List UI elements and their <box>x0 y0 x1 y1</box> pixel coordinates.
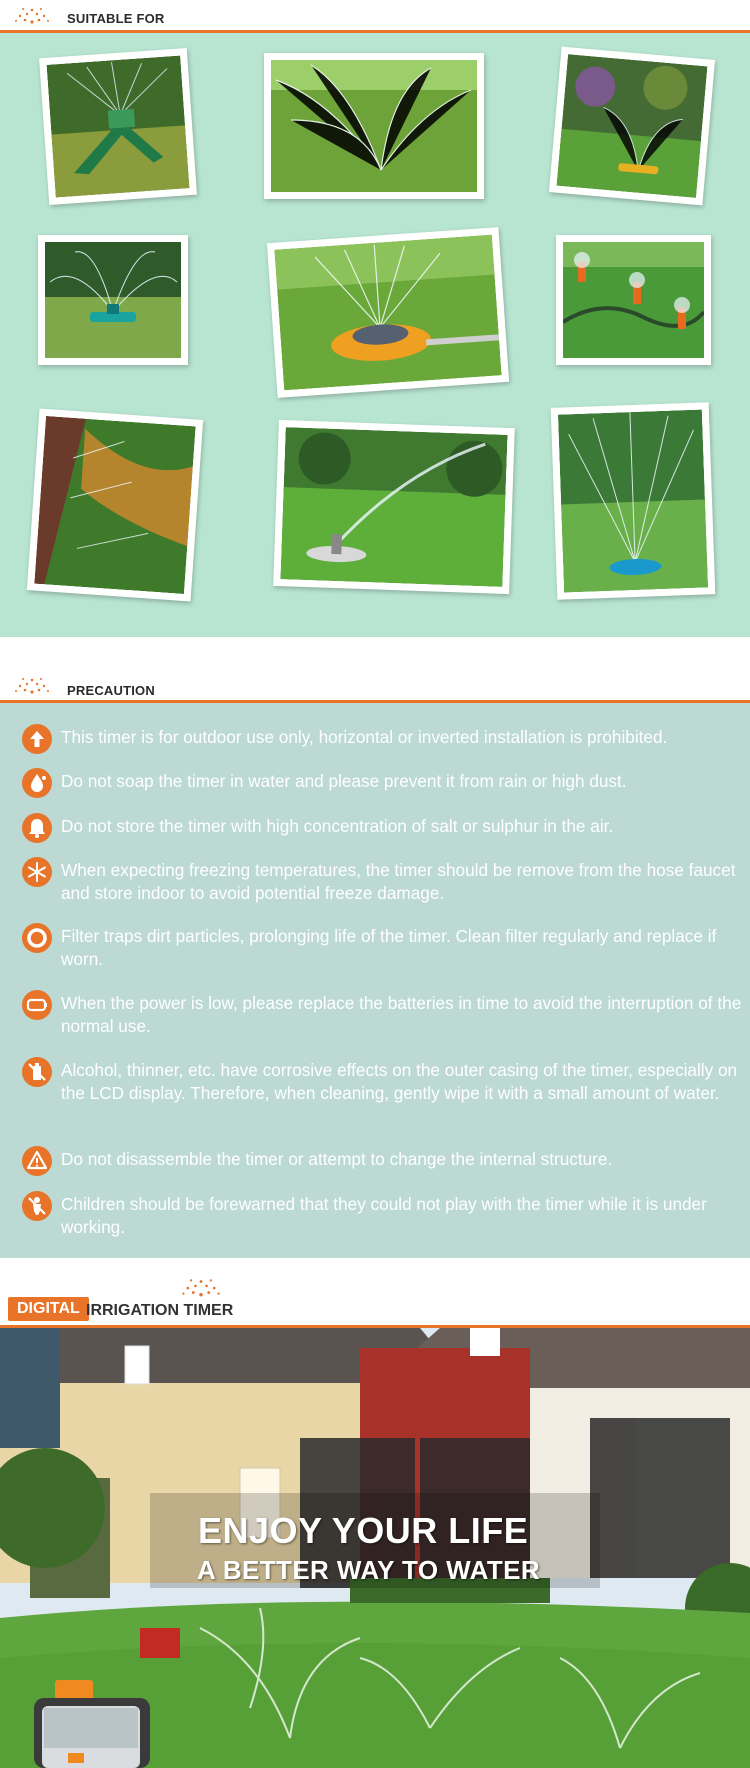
suitable-title: SUITABLE FOR <box>67 11 165 26</box>
slogan-enjoy-life: ENJOY YOUR LIFE <box>198 1510 529 1551</box>
snowflake-icon <box>22 857 52 887</box>
water-drop-icon <box>22 768 52 798</box>
precaution-text: When expecting freezing temperatures, the timer should be remove from the hose faucet and store indoor to avoid potential freeze damage. <box>61 860 736 903</box>
filter-ring-icon <box>22 923 52 953</box>
slogan-better-way: A BETTER WAY TO WATER <box>197 1555 541 1585</box>
sprinkler-burst-icon <box>178 1276 224 1298</box>
precaution-text: Children should be forewarned that they could not play with the timer while it is under working. <box>61 1194 707 1237</box>
irrigation-timer-title: IRRIGATION TIMER <box>86 1302 234 1319</box>
suitable-header <box>0 0 750 33</box>
battery-icon <box>22 990 52 1020</box>
warning-triangle-icon <box>22 1146 52 1176</box>
precaution-title: PRECAUTION <box>67 683 155 698</box>
photo-fan-sprinkler <box>551 402 716 599</box>
photo-oscillating-sprinkler <box>549 47 715 206</box>
no-children-icon <box>22 1191 52 1221</box>
sprinkler-burst-icon <box>12 675 52 695</box>
up-arrow-icon <box>22 724 52 754</box>
photo-impact-sprinkler <box>273 420 515 594</box>
suitable-gallery <box>0 33 750 637</box>
precaution-list <box>0 703 750 1258</box>
precaution-text: When the power is low, please replace the batteries in time to avoid the interruption of the normal use. <box>61 993 742 1036</box>
precaution-text: Alcohol, thinner, etc. have corrosive effects on the outer casing of the timer, especially on the LCD display. Therefore, when cleaning, gently wipe it with a small amount of water. <box>61 1060 738 1103</box>
bell-icon <box>22 813 52 843</box>
photo-garden-bed-sprinklers <box>27 409 203 602</box>
photo-rotary-sprinkler <box>38 235 188 365</box>
photo-tripod-sprinkler <box>39 48 197 205</box>
precaution-text: Do not disassemble the timer or attempt to change the internal structure. <box>61 1149 613 1169</box>
precaution-text: This timer is for outdoor use only, horizontal or inverted installation is prohibited. <box>61 727 668 747</box>
precaution-text: Filter traps dirt particles, prolonging life of the timer. Clean filter regularly and replace if worn. <box>61 926 717 969</box>
precaution-text: Do not store the timer with high concentration of salt or sulphur in the air. <box>61 816 614 836</box>
photo-orange-base-sprinkler <box>267 227 509 398</box>
digital-tag: DIGITAL <box>8 1297 89 1321</box>
precaution-text: Do not soap the timer in water and please prevent it from rain or high dust. <box>61 771 627 791</box>
photo-lawn-spray <box>264 53 484 199</box>
sprinkler-burst-icon <box>12 5 52 25</box>
no-chemicals-icon <box>22 1057 52 1087</box>
precaution-header <box>0 670 750 703</box>
photo-multi-sprinkler-hose <box>556 235 711 365</box>
